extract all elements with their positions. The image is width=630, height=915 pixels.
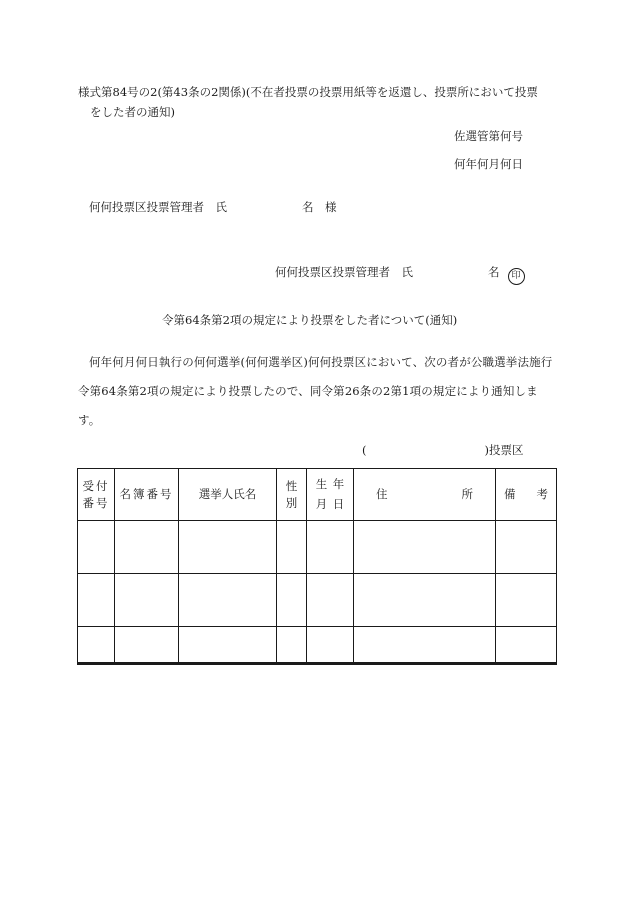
birth-date-cell[interactable] (307, 627, 354, 664)
district-open-paren: ( (362, 443, 367, 457)
register-number-cell[interactable] (115, 521, 179, 574)
polling-district-label (362, 442, 524, 458)
receipt-number-cell[interactable] (78, 627, 115, 664)
addressee-title: 何何投票区投票管理者 氏 (89, 200, 227, 214)
sex-cell[interactable] (277, 574, 307, 627)
voter-name-cell[interactable] (179, 627, 277, 664)
birth-date-cell[interactable] (307, 521, 354, 574)
form-title-line1: 様式第84号の2(第43条の2関係)(不在者投票の投票用紙等を返還し、投票所において投票 (78, 85, 538, 99)
voter-name-cell[interactable] (179, 521, 277, 574)
register-number-cell[interactable] (115, 627, 179, 664)
address-cell[interactable] (354, 521, 496, 574)
sender-title: 何何投票区投票管理者 氏 (275, 265, 413, 279)
remarks-cell[interactable] (496, 521, 557, 574)
sex-cell[interactable] (277, 521, 307, 574)
col-header-remarks: 備 考 (496, 469, 557, 521)
col-header-birth-date: 生 年 月 日 (307, 469, 354, 521)
col-header-voter-name: 選挙人氏名 (179, 469, 277, 521)
table-row (78, 574, 557, 627)
col-header-address: 住 所 (354, 469, 496, 521)
voter-roster-table (77, 468, 557, 665)
register-number-cell[interactable] (115, 574, 179, 627)
table-header-row (78, 469, 557, 521)
col-header-register-number: 名簿番号 (115, 469, 179, 521)
birth-date-cell[interactable] (307, 574, 354, 627)
notice-subject: 令第64条第2項の規定により投票をした者について(通知) (162, 313, 458, 327)
table-row (78, 521, 557, 574)
sender-name-char: 名 (488, 265, 500, 279)
voter-name-cell[interactable] (179, 574, 277, 627)
district-close-label: )投票区 (484, 443, 524, 457)
addressee-name-suffix: 名 様 (302, 200, 337, 214)
remarks-cell[interactable] (496, 574, 557, 627)
document-number: 佐選管第何号 (454, 129, 523, 143)
form-title (78, 82, 558, 122)
remarks-cell[interactable] (496, 627, 557, 664)
addressee (89, 199, 337, 215)
sender (275, 264, 525, 285)
seal-icon: 印 (508, 268, 525, 285)
address-cell[interactable] (354, 574, 496, 627)
col-header-sex: 性 別 (277, 469, 307, 521)
address-cell[interactable] (354, 627, 496, 664)
receipt-number-cell[interactable] (78, 521, 115, 574)
form-title-line2: をした者の通知) (90, 105, 175, 119)
sex-cell[interactable] (277, 627, 307, 664)
table-row (78, 627, 557, 664)
notice-body: 何年何月何日執行の何何選挙(何何選挙区)何何投票区において、次の者が公職選挙法施行令第64条第2項の規定により投票したので、同令第26条の2第1項の規定により通知します。 (78, 355, 553, 427)
col-header-receipt-number: 受付 番号 (78, 469, 115, 521)
document-date: 何年何月何日 (454, 157, 523, 171)
receipt-number-cell[interactable] (78, 574, 115, 627)
